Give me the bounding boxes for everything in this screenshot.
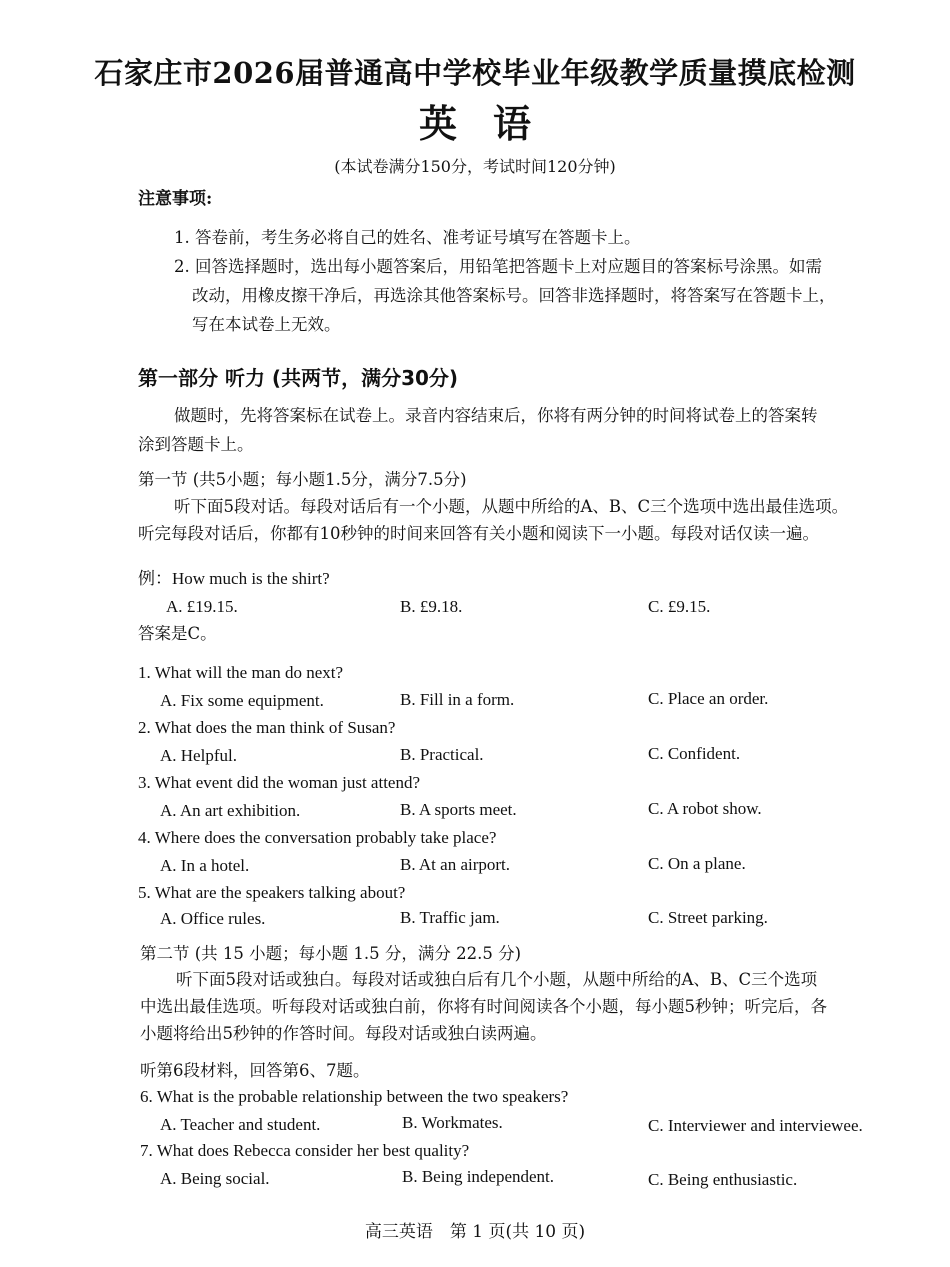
question: 4. Where does the conversation probably take place? xyxy=(138,828,497,847)
question: 2. What does the man think of Susan? xyxy=(138,718,396,737)
question: 3. What event did the woman just attend? xyxy=(138,773,421,792)
option-a: A. Being social. xyxy=(160,1169,270,1188)
section2-instructions: 听下面5段对话或独白。每段对话或独白后有几个小题，从题中所给的A、B、C三个选项 xyxy=(176,970,818,989)
example-question: 例：How much is the shirt? xyxy=(138,569,330,588)
option-c: C. Place an order. xyxy=(648,689,769,708)
notes-title: 注意事项: xyxy=(138,189,213,209)
question: 7. What does Rebecca consider her best quality? xyxy=(140,1141,470,1160)
subject-title: 英语 xyxy=(418,101,567,146)
exam-info: (本试卷满分150分，考试时间120分钟) xyxy=(334,157,616,176)
section2-instructions: 中选出最佳选项。听每段对话或独白前，你将有时间阅读各个小题，每小题5秒钟；听完后，各 xyxy=(140,997,827,1016)
section2-instructions: 小题将给出5秒钟的作答时间。每段对话或独白读两遍。 xyxy=(140,1024,547,1043)
example-option: A. £19.15. xyxy=(166,597,238,616)
part1-intro: 做题时，先将答案标在试卷上。录音内容结束后，你将有两分钟的时间将试卷上的答案转 xyxy=(174,406,818,425)
note-item: 写在本试卷上无效。 xyxy=(192,315,341,334)
section1-heading: 第一节 (共5小题；每小题1.5分，满分7.5分) xyxy=(138,470,467,489)
option-c: C. On a plane. xyxy=(648,854,746,873)
part1-title: 第一部分 听力 (共两节，满分30分) xyxy=(138,366,459,390)
example-answer: 答案是C。 xyxy=(138,624,217,643)
option-a: A. Fix some equipment. xyxy=(160,691,324,710)
question: 6. What is the probable relationship between the two speakers? xyxy=(140,1087,569,1106)
section2-heading: 第二节 (共 15 小题；每小题 1.5 分，满分 22.5 分) xyxy=(140,944,522,963)
section1-instructions: 听下面5段对话。每段对话后有一个小题，从题中所给的A、B、C三个选项中选出最佳选项。 xyxy=(174,497,849,516)
option-b: B. At an airport. xyxy=(400,855,511,874)
option-b: B. Fill in a form. xyxy=(400,690,515,709)
option-b: B. A sports meet. xyxy=(400,800,517,819)
option-a: A. Teacher and student. xyxy=(160,1115,321,1134)
example-option: C. £9.15. xyxy=(648,597,711,616)
option-a: A. Helpful. xyxy=(160,746,237,765)
option-b: B. Being independent. xyxy=(402,1167,555,1186)
option-a: A. An art exhibition. xyxy=(160,801,301,820)
note-item: 1. 答卷前，考生务必将自己的姓名、准考证号填写在答题卡上。 xyxy=(174,228,641,247)
option-b: B. Practical. xyxy=(400,745,484,764)
option-c: C. Street parking. xyxy=(648,908,768,927)
note-item: 改动，用橡皮擦干净后，再选涂其他答案标号。回答非选择题时，将答案写在答题卡上， xyxy=(192,286,836,305)
part1-intro: 涂到答题卡上。 xyxy=(138,435,254,454)
note-item: 2. 回答选择题时，选出每小题答案后，用铅笔把答题卡上对应题目的答案标号涂黑。如需 xyxy=(174,257,822,276)
option-a: A. In a hotel. xyxy=(160,856,250,875)
material-heading: 听第6段材料，回答第6、7题。 xyxy=(140,1061,370,1080)
page-footer: 高三英语 第 1 页(共 10 页) xyxy=(364,1222,586,1242)
question: 1. What will the man do next? xyxy=(138,663,344,682)
option-b: B. Traffic jam. xyxy=(400,908,500,927)
option-c: C. Being enthusiastic. xyxy=(648,1170,798,1189)
exam-title: 石家庄市2026届普通高中学校毕业年级教学质量摸底检测 xyxy=(94,56,856,90)
question: 5. What are the speakers talking about? xyxy=(138,883,406,902)
section1-instructions: 听完每段对话后，你都有10秒钟的时间来回答有关小题和阅读下一小题。每段对话仅读一遍。 xyxy=(138,524,819,543)
option-c: C. Interviewer and interviewee. xyxy=(648,1116,863,1135)
option-a: A. Office rules. xyxy=(160,909,266,928)
option-c: C. Confident. xyxy=(648,744,741,763)
option-b: B. Workmates. xyxy=(402,1113,503,1132)
example-option: B. £9.18. xyxy=(400,597,463,616)
option-c: C. A robot show. xyxy=(648,799,762,818)
